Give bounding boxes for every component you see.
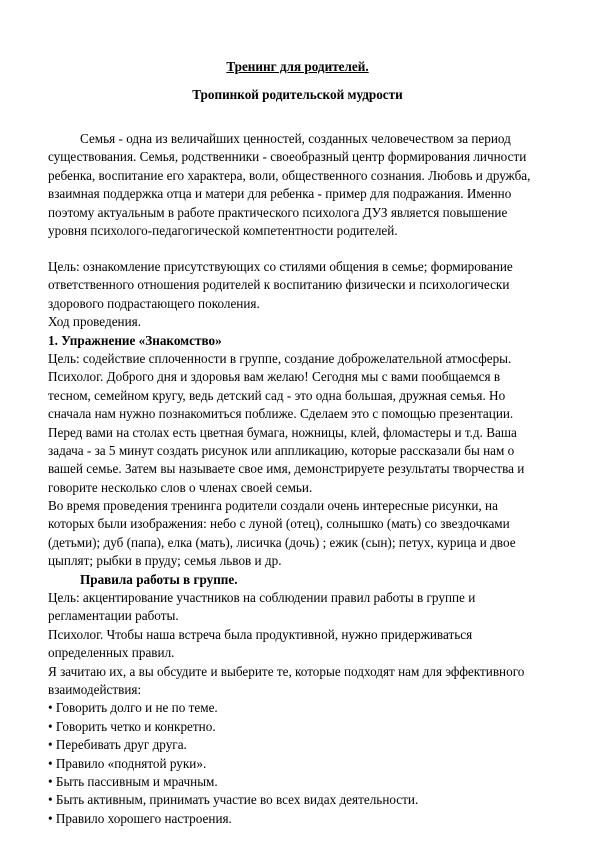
text-line: Цель: ознакомление присутствующих со стилями общения в семье; формирование <box>48 259 513 274</box>
list-item: • Говорить долго и не по теме. <box>48 700 218 716</box>
list-item: • Перебивать друг друга. <box>48 737 187 753</box>
text-line: говорите несколько слов о членах своей семьи. <box>48 479 313 495</box>
list-item: • Правило «поднятой руки». <box>48 755 207 771</box>
text-line: Психолог. Доброго дня и здоровья вам желаю! Сегодня мы с вами пообщаемся в <box>48 369 501 385</box>
text-line: регламентации работы. <box>48 608 179 624</box>
intro-paragraph <box>48 130 558 240</box>
text-line: (детьми); дуб (папа), елка (мать), лисичка (дочь) ; ежик (сын); петух, курица и двое <box>48 534 516 550</box>
list-item: • Говорить четко и конкретно. <box>48 718 216 734</box>
text-line: здорового подрастающего поколения. <box>48 295 260 311</box>
text-line: уровня психолого-педагогической компетентности родителей. <box>48 222 398 238</box>
text-line: взаимодействия: <box>48 681 142 697</box>
text-line: вашей семье. Затем вы называете свое имя, демонстрируете результаты творчества и <box>48 461 525 477</box>
text-line: ответственного отношения родителей к воспитанию физически и психологически <box>48 277 510 293</box>
text-line: Психолог. Чтобы наша встреча была продуктивной, нужно придерживаться <box>48 626 473 642</box>
list-item: • Быть активным, принимать участие во всех видах деятельности. <box>48 792 419 808</box>
text-line: которых были изображения: небо с луной (отец), солнышко (мать) со звездочками <box>48 516 510 532</box>
section-heading: Правила работы в группе. <box>80 571 238 587</box>
section-heading: 1. Упражнение «Знакомство» <box>48 332 222 348</box>
text-line: сначала нам нужно познакомиться поближе. Сделаем это с помощью презентации. <box>48 406 514 422</box>
text-line: Перед вами на столах есть цветная бумага, ножницы, клей, фломастеры и т.д. Ваша <box>48 424 517 440</box>
text-line: Во время проведения тренинга родители создали очень интересные рисунки, на <box>48 498 498 514</box>
main-text <box>48 258 558 828</box>
text-line: Я зачитаю их, а вы обсудите и выберите те, которые подходят нам для эффективного <box>48 663 525 679</box>
text-line: определенных правил. <box>48 645 175 661</box>
list-item: • Быть пассивным и мрачным. <box>48 773 218 789</box>
text-line: Цель: акцентирование участников на соблюдении правил работы в группе и <box>48 590 476 606</box>
text-line: Ход проведения. <box>48 314 142 330</box>
document-title: Тренинг для родителей. <box>226 59 369 74</box>
text-line: существования. Семья, родственники - своеобразный центр формирования личности <box>48 149 527 165</box>
text-line: поэтому актуальным в работе практического психолога ДУЗ является повышение <box>48 204 508 220</box>
text-line: ребенка, воспитание его характера, воли, общественного сознания. Любовь и дружба, <box>48 167 531 183</box>
text-line: взаимная поддержка отца и матери для ребенка - пример для подражания. Именно <box>48 186 512 202</box>
text-line: тесном, семейном кругу, ведь детский сад - это одна большая, дружная семья. Но <box>48 387 506 403</box>
text-line: задача - за 5 минут создать рисунок или аппликацию, которые рассказали бы нам о <box>48 442 515 458</box>
text-line: цыплят; рыбки в пруду; семья львов и др. <box>48 553 282 569</box>
text-line: Цель: содействие сплоченности в группе, создание доброжелательной атмосферы. <box>48 350 512 366</box>
document-subtitle: Тропинкой родительской мудрости <box>192 87 403 102</box>
list-item: • Правило хорошего настроения. <box>48 810 232 826</box>
text-line: Семья - одна из величайших ценностей, созданных человечеством за период <box>80 131 511 146</box>
